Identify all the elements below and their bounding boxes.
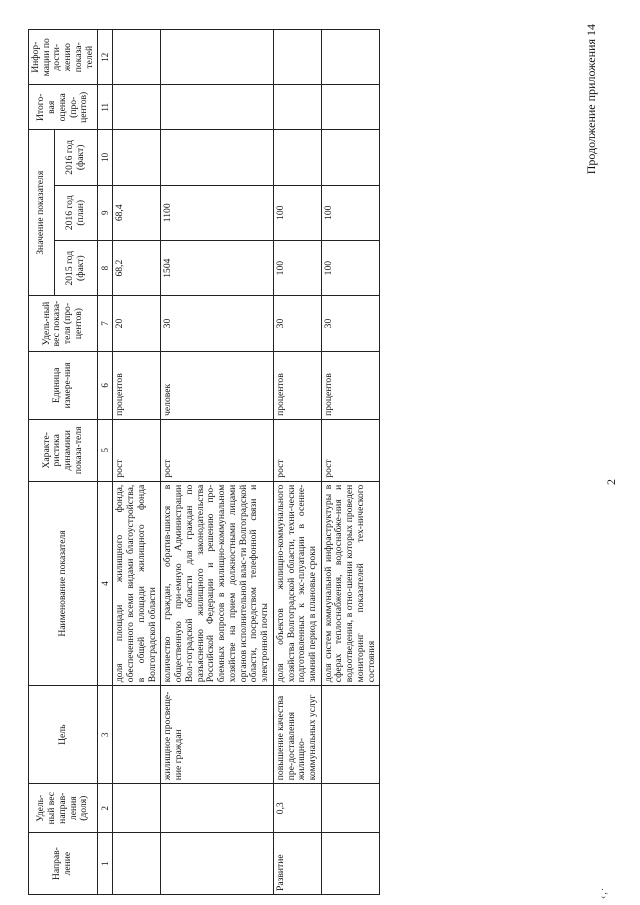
- header-direction-weight: Удель-ный вес направ-ления (доля): [29, 784, 98, 833]
- cell-unit: процентов: [321, 351, 380, 419]
- cell-2015-fact: 100: [273, 240, 321, 295]
- header-direction: Направ-ление: [29, 833, 98, 895]
- header-total-score: Итого-вая оценка (про-центов): [29, 85, 98, 130]
- col-number: 3: [98, 686, 113, 784]
- header-values-group: Значение показателя: [29, 130, 55, 296]
- col-number: 2: [98, 784, 113, 833]
- cell-goal: [113, 686, 161, 784]
- header-2016-plan: 2016 год (план): [54, 185, 98, 240]
- table-row: [113, 30, 161, 895]
- edge-mark: ‹,·: [598, 886, 609, 899]
- col-number: 9: [98, 185, 113, 240]
- cell-indicator: доля объектов жилищно-коммунального хозяйства Волгоградской области, техни-чески подготовленных к экс-плуатации в осенне-зимний период в плановые сроки: [273, 481, 321, 686]
- cell-unit: процентов: [273, 351, 321, 419]
- cell-dynamics: рост: [321, 419, 380, 481]
- cell-2015-fact: 68,2: [113, 240, 161, 295]
- cell-indicator: доля площади жилищного фонда, обеспеченного всеми видами благоустройства, в общей площади жилищного фонда Волгоградской области: [113, 481, 161, 686]
- cell-indicator-weight: 30: [161, 296, 273, 351]
- header-dynamics: Характе-ристика динамики показа-теля: [29, 419, 98, 481]
- cell-indicator-weight: 30: [273, 296, 321, 351]
- cell-unit: человек: [161, 351, 273, 419]
- cell-info: [113, 30, 161, 85]
- cell-indicator-weight: 30: [321, 296, 380, 351]
- cell-direction-weight: [161, 784, 273, 833]
- col-number: 7: [98, 296, 113, 351]
- cell-dynamics: рост: [273, 419, 321, 481]
- col-number: 11: [98, 85, 113, 130]
- indicators-table: [28, 29, 380, 895]
- table-row: [273, 30, 321, 895]
- cell-2016-plan: 100: [321, 185, 380, 240]
- cell-2016-fact: [113, 130, 161, 185]
- column-number-row: [98, 30, 113, 895]
- col-number: 1: [98, 833, 113, 895]
- header-indicator-weight: Удель-ный вес показа-теля (про-центов): [29, 296, 98, 351]
- cell-indicator: доля систем коммунальной инфраструктуры в сферах теплоснабжения, водоснабже-ния и водоотведения, в отно-шении которых проведен мониторинг показателей тех-нического состояния: [321, 481, 380, 686]
- cell-direction-weight: [113, 784, 161, 833]
- cell-dynamics: рост: [161, 419, 273, 481]
- cell-2015-fact: 100: [321, 240, 380, 295]
- cell-2015-fact: 1504: [161, 240, 273, 295]
- header-2016-fact: 2016 год (факт): [54, 130, 98, 185]
- cell-direction-weight: 0,3: [273, 784, 321, 833]
- header-info: Инфор-мации по дости-жению показа-телей: [29, 30, 98, 85]
- col-number: 5: [98, 419, 113, 481]
- cell-2016-plan: 68,4: [113, 185, 161, 240]
- appendix-continuation-caption: Продолжение приложения 14: [584, 24, 598, 175]
- cell-goal: жилищное просвеще-ние граждан: [161, 686, 273, 784]
- header-row-1: [29, 30, 55, 895]
- cell-2016-plan: 100: [273, 185, 321, 240]
- cell-2016-plan: 1100: [161, 185, 273, 240]
- cell-info: [273, 30, 321, 85]
- cell-unit: процентов: [113, 351, 161, 419]
- cell-info: [161, 30, 273, 85]
- cell-goal: [321, 686, 380, 784]
- header-goal: Цель: [29, 686, 98, 784]
- cell-total: [273, 85, 321, 130]
- cell-direction: [113, 833, 161, 895]
- cell-2016-fact: [161, 130, 273, 185]
- col-number: 6: [98, 351, 113, 419]
- cell-indicator-weight: 20: [113, 296, 161, 351]
- cell-info: [321, 30, 380, 85]
- header-2015-fact: 2015 год (факт): [54, 240, 98, 295]
- cell-direction-weight: [321, 784, 380, 833]
- col-number: 10: [98, 130, 113, 185]
- col-number: 12: [98, 30, 113, 85]
- col-number: 8: [98, 240, 113, 295]
- cell-direction: [161, 833, 273, 895]
- table-row: [321, 30, 380, 895]
- cell-direction: Развитие: [273, 833, 321, 895]
- cell-goal: повышение качества пре-доставления жилищно-коммунальных услуг: [273, 686, 321, 784]
- cell-total: [113, 85, 161, 130]
- cell-total: [161, 85, 273, 130]
- header-unit: Единица измере-ния: [29, 351, 98, 419]
- page-number: 2: [604, 479, 618, 485]
- col-number: 4: [98, 481, 113, 686]
- cell-direction: [321, 833, 380, 895]
- cell-indicator: количество граждан, обратив-шихся в общественную при-емную Администрации Вол-гоградской области для граждан по разъяснению жилищного законодательства Российской Федерации и решению про-блемных вопросов в жилищно-коммунальном хозяйстве на прием должностными лицами органов исполнительной влас-ти Волгоградской области, посредством телефонной связи и электронной почты: [161, 481, 273, 686]
- cell-total: [321, 85, 380, 130]
- cell-2016-fact: [273, 130, 321, 185]
- cell-dynamics: рост: [113, 419, 161, 481]
- table-row: [161, 30, 273, 895]
- cell-2016-fact: [321, 130, 380, 185]
- header-indicator-name: Наименование показателя: [29, 481, 98, 686]
